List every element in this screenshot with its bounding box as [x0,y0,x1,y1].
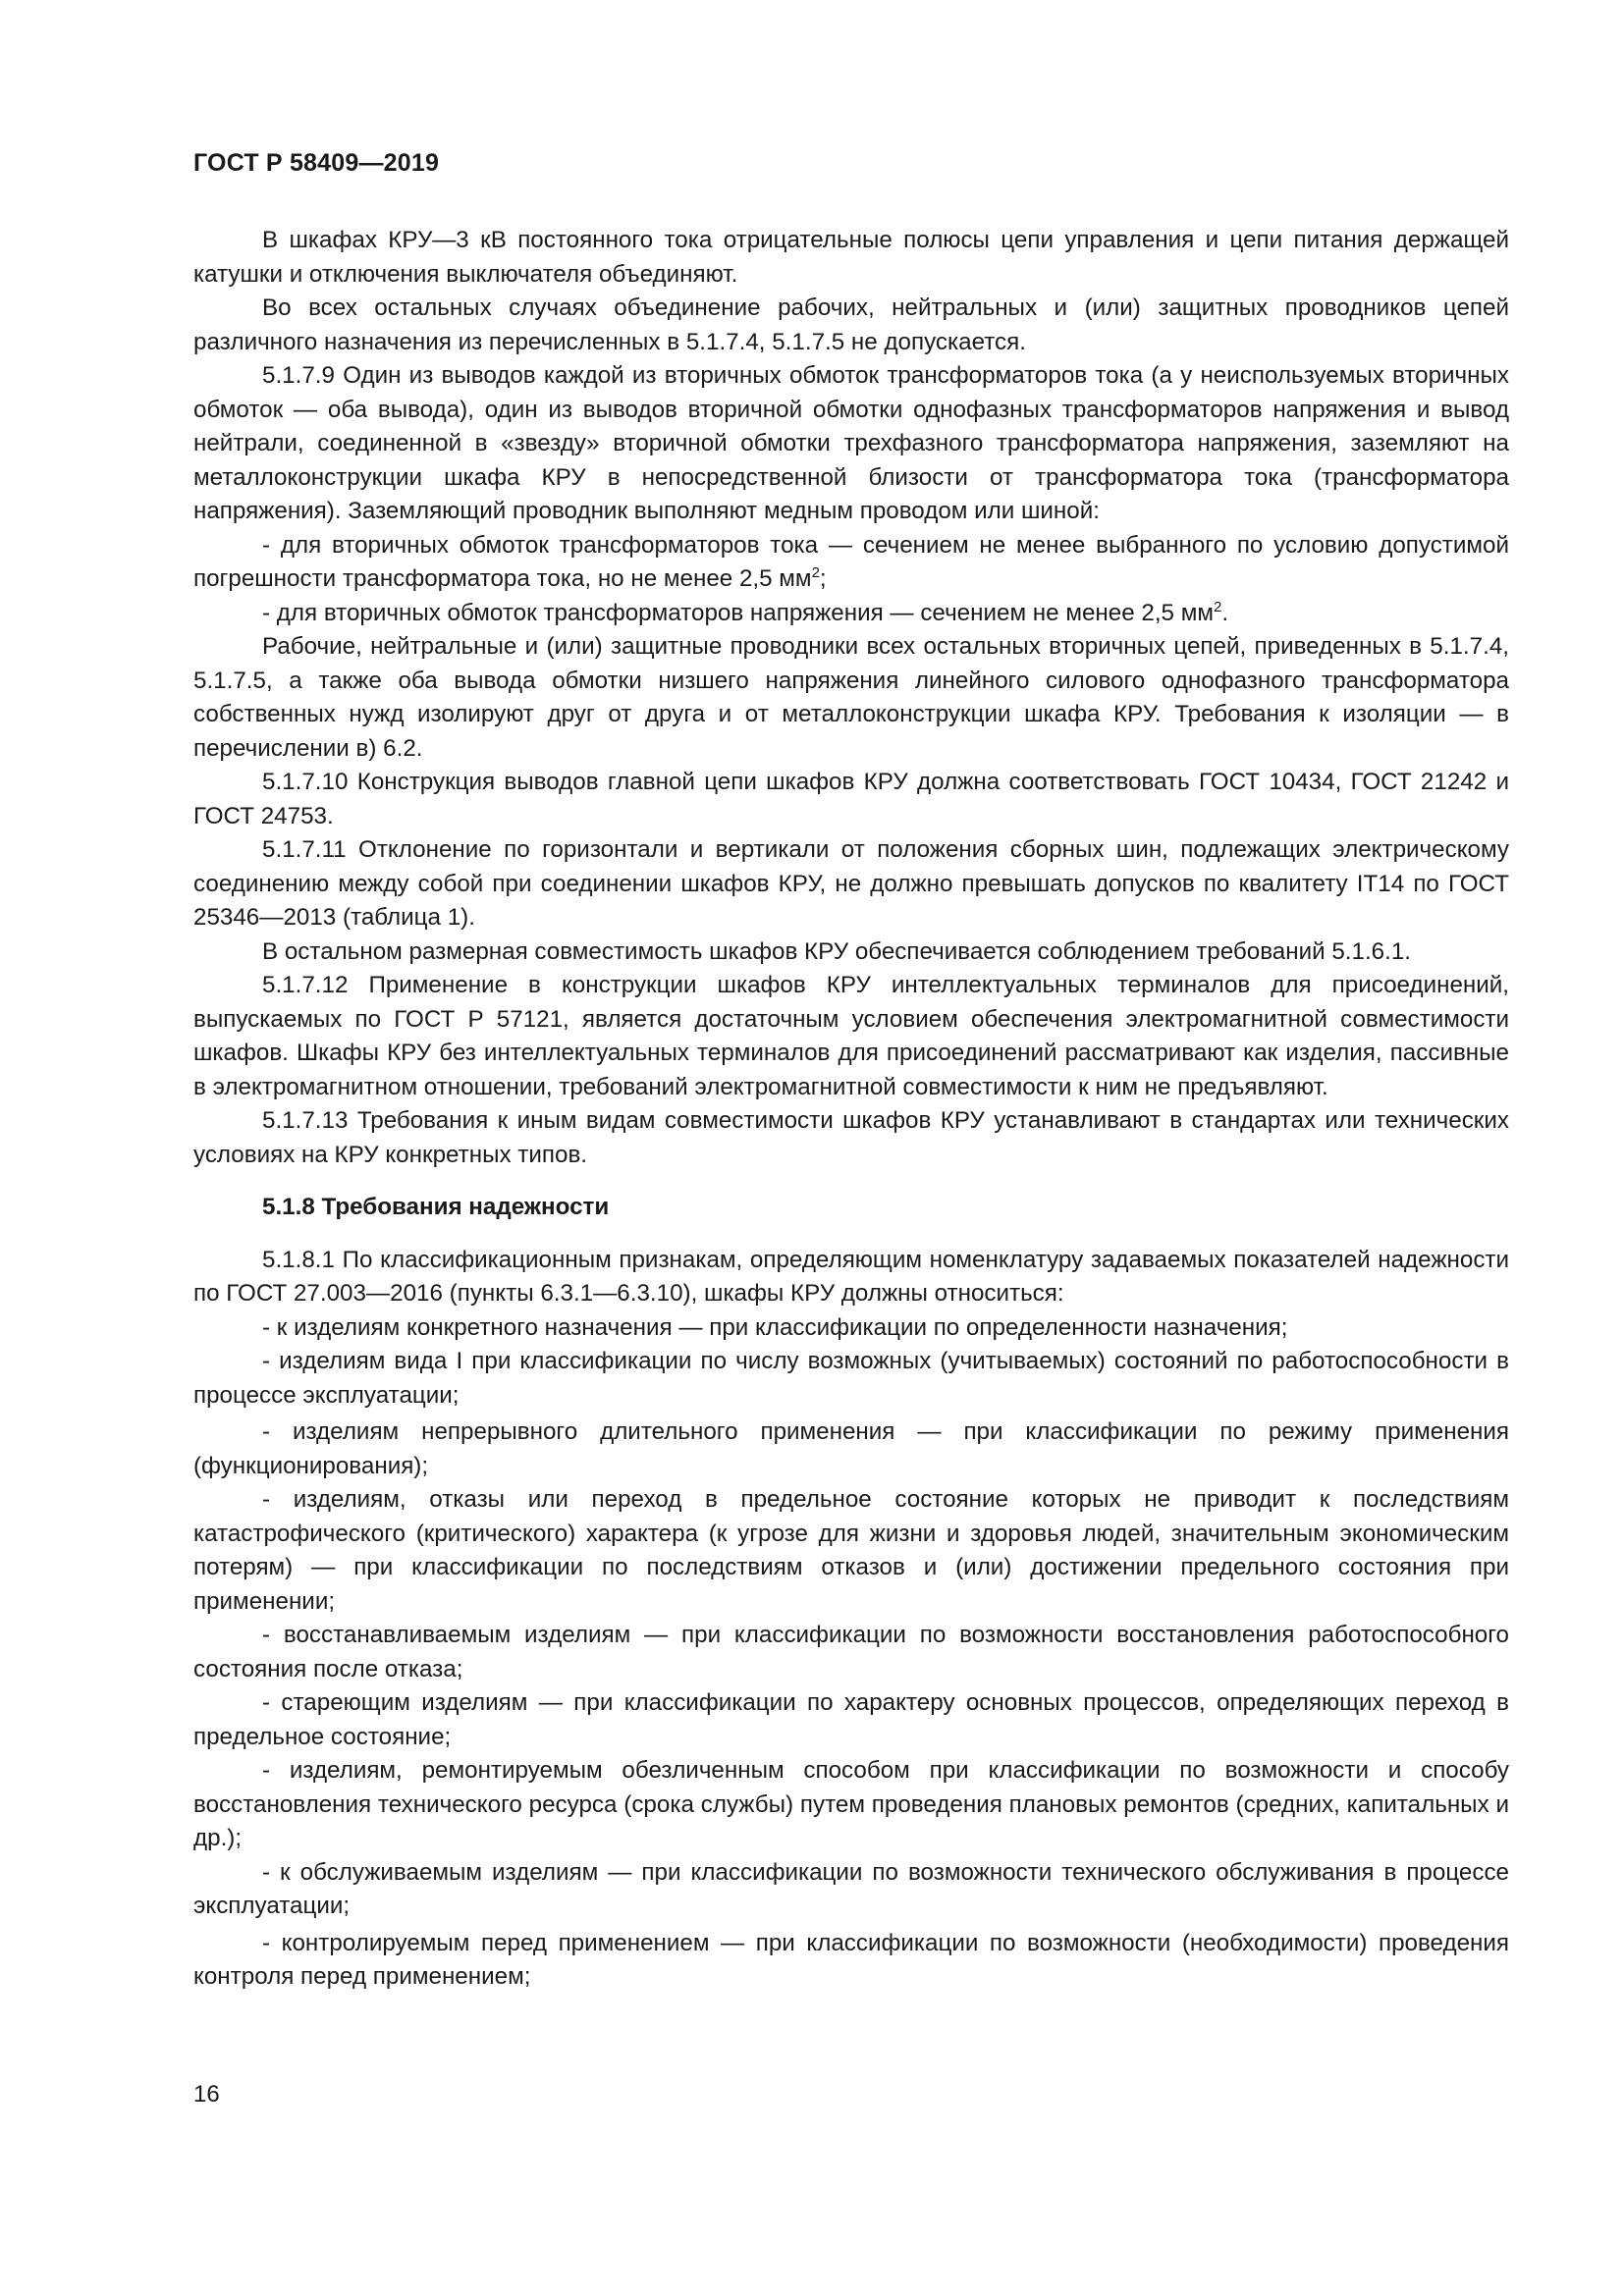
list-item: - к изделиям конкретного назначения — при классификации по определенности назначения; [262,1313,1288,1341]
clause-5-1-7-12: 5.1.7.12 Применение в конструкции шкафов КРУ интеллектуальных терминалов для присоединений, выпускаемых по ГОСТ Р 57121, является достаточным условием обеспечения электромагнитной совместимости шкафов. Шкафы КРУ без интеллектуальных терминалов для присоединений рассматривают как изделия, пассивные в электромагнитном отношении, требований электромагнитной совместимости к ним не предъявляют. [193,972,1509,1100]
paragraph: В остальном размерная совместимость шкафов КРУ обеспечивается соблюдением требований 5.1.6.1. [262,937,1412,965]
list-item: - изделиям вида I при классификации по числу возможных (учитываемых) состояний по работоспособности в процессе эксплуатации; [193,1348,1509,1409]
clause-5-1-7-10: 5.1.7.10 Конструкция выводов главной цепи шкафов КРУ должна соответствовать ГОСТ 10434, ГОСТ 21242 и ГОСТ 24753. [193,769,1509,829]
page-number: 16 [193,2081,220,2108]
section-heading-5-1-8: 5.1.8 Требования надежности [262,1194,610,1220]
paragraph: Во всех остальных случаях объединение рабочих, нейтральных и (или) защитных проводников цепей различного назначения из перечисленных в 5.1.7.4, 5.1.7.5 не допускается. [193,294,1509,355]
list-item: - восстанавливаемым изделиям — при классификации по возможности восстановления работоспособного состояния после отказа; [193,1622,1509,1682]
paragraph: В шкафах КРУ—3 кВ постоянного тока отрицательные полюсы цепи управления и цепи питания держащей катушки и отключения выключателя объединяют. [193,227,1509,288]
document-body [193,224,1509,1995]
list-item: - изделиям, отказы или переход в предельное состояние которых не приводит к последствиям катастрофического (критического) характера (к угрозе для жизни и здоровья людей, значительным экономическим потерям) — при классификации по последствиям отказов и (или) достижении предельного состояния при применении; [193,1486,1509,1615]
list-item-text: - для вторичных обмоток трансформаторов напряжения — сечением не менее 2,5 мм [262,599,1214,626]
list-item: - изделиям непрерывного длительного применения — при классификации по режиму применения (функционирования); [193,1418,1509,1479]
list-item [193,529,1509,597]
superscript: 2 [1214,598,1222,615]
clause-5-1-7-9: 5.1.7.9 Один из выводов каждой из вторичных обмоток трансформаторов тока (а у неиспользуемых вторичных обмоток — оба вывода), один из выводов вторичной обмотки однофазных трансформаторов напряжения и вывод нейтрали, соединенной в «звезду» вторичной обмотки трехфазного трансформатора напряжения, заземляют на металлоконструкции шкафа КРУ в непосредственной близости от трансформатора тока (трансформатора напряжения). Заземляющий проводник выполняют медным проводом или шиной: [193,362,1509,524]
paragraph: Рабочие, нейтральные и (или) защитные проводники всех остальных вторичных цепей, приведенных в 5.1.7.4, 5.1.7.5, а также оба вывода обмотки низшего напряжения линейного силового однофазного трансформатора собственных нужд изолируют друг от друга и от металлоконструкции шкафа КРУ. Требования к изоляции — в перечислении в) 6.2. [193,633,1509,762]
clause-5-1-7-13: 5.1.7.13 Требования к иным видам совместимости шкафов КРУ устанавливают в стандартах или технических условиях на КРУ конкретных типов. [193,1107,1509,1168]
list-item-end: . [1221,599,1229,626]
list-item: - изделиям, ремонтируемым обезличенным способом при классификации по возможности и способу восстановления технического ресурса (срока службы) путем проведения плановых ремонтов (средних, капитальных и др.); [193,1757,1509,1851]
list-item-end: ; [819,565,827,592]
list-item-text: - для вторичных обмоток трансформаторов тока — сечением не менее выбранного по условию допустимой погрешности трансформатора тока, но не менее 2,5 мм [193,531,1509,592]
list-item: - стареющим изделиям — при классификации по характеру основных процессов, определяющих переход в предельное состояние; [193,1689,1509,1750]
list-item [193,597,1509,631]
list-item: - контролируемым перед применением — при классификации по возможности (необходимости) проведения контроля перед применением; [193,1929,1509,1990]
clause-5-1-7-11: 5.1.7.11 Отклонение по горизонтали и вертикали от положения сборных шин, подлежащих электрическому соединению между собой при соединении шкафов КРУ, не должно превышать допусков по квалитету IT14 по ГОСТ 25346—2013 (таблица 1). [193,836,1509,931]
document-code-header: ГОСТ Р 58409—2019 [193,149,440,177]
clause-5-1-8-1: 5.1.8.1 По классификационным признакам, определяющим номенклатуру задаваемых показателей надежности по ГОСТ 27.003—2016 (пункты 6.3.1—6.3.10), шкафы КРУ должны относиться: [193,1246,1509,1307]
superscript: 2 [811,564,820,581]
list-item: - к обслуживаемым изделиям — при классификации по возможности технического обслуживания в процессе эксплуатации; [193,1858,1509,1919]
